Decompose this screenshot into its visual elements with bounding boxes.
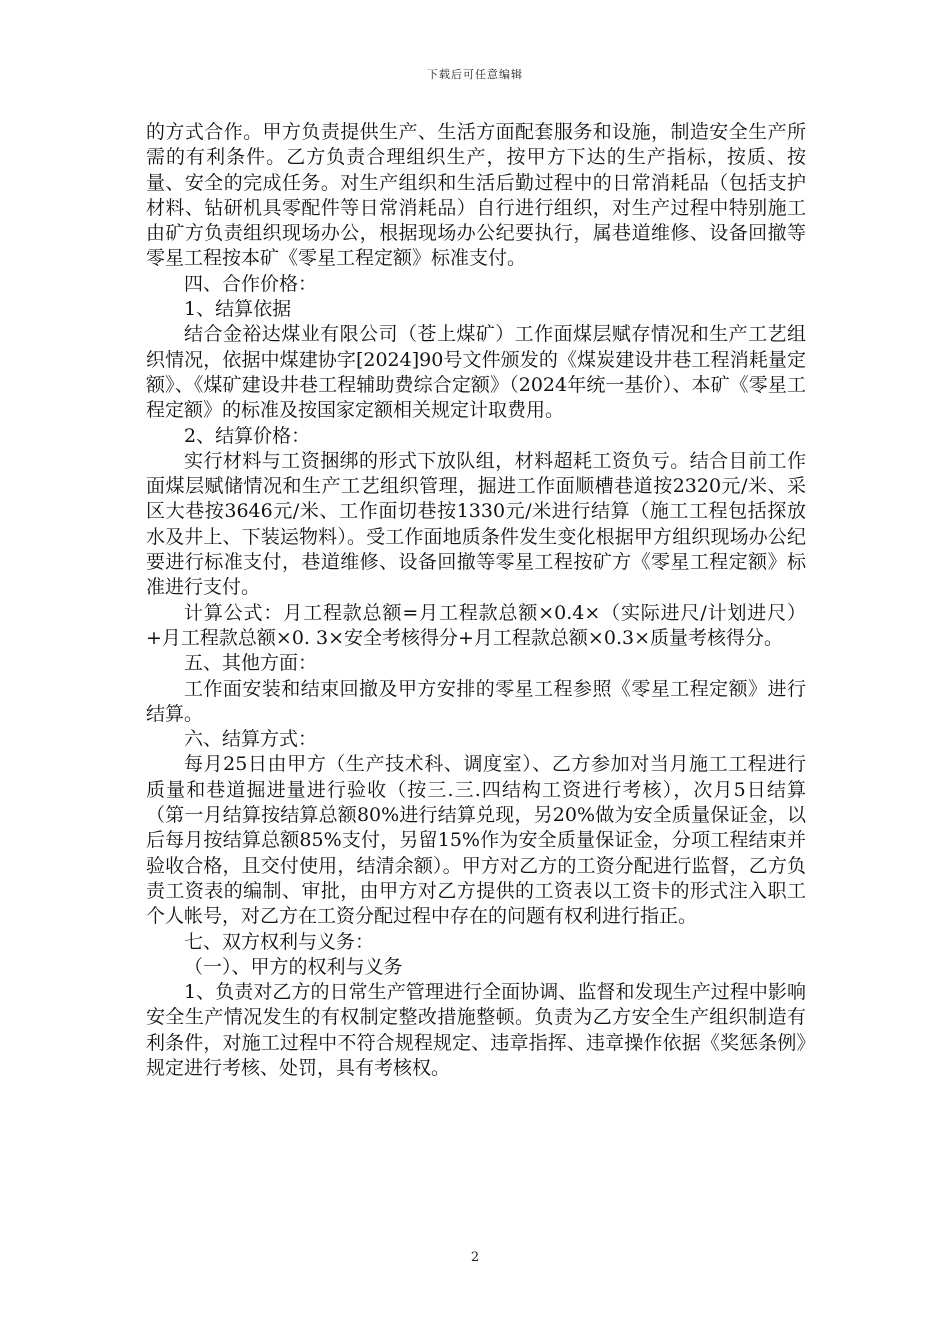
paragraph-settlement-basis: 结合金裕达煤业有限公司（苍上煤矿）工作面煤层赋存情况和生产工艺组织情况，依据中煤建协字[2024]90号文件颁发的《煤炭建设井巷工程消耗量定额》、《煤矿建设井巷工程辅助费综合定额》（2024年统一基价）、本矿《零星工程定额》的标准及按国家定额相关规定计取费用。 (146, 323, 806, 422)
paragraph-party-a-rights: 1、负责对乙方的日常生产管理进行全面协调、监督和发现生产过程中影响安全生产情况发生的有权制定整改措施整顿。负责为乙方安全生产组织制造有利条件，对施工过程中不符合规程规定、违章指挥、违章操作依据《奖惩条例》规定进行考核、处罚，具有考核权。 (146, 981, 806, 1079)
document-body (146, 120, 806, 1081)
paragraph-formula: 计算公式：月工程款总额=月工程款总额×0.4×（实际进尺/计划进尺）+月工程款总额×0. 3×安全考核得分+月工程款总额×0.3×质量考核得分。 (146, 601, 806, 649)
paragraph-other: 工作面安装和结束回撤及甲方安排的零星工程参照《零星工程定额》进行结算。 (146, 677, 806, 725)
subheading-settlement-basis: 1、结算依据 (184, 298, 292, 321)
section-heading-price: 四、合作价格： (184, 272, 318, 295)
subheading-settlement-price: 2、结算价格： (184, 424, 311, 447)
paragraph-settlement-method: 每月25日由甲方（生产技术科、调度室）、乙方参加对当月施工工程进行质量和巷道掘进量进行验收（按三.三.四结构工资进行考核），次月5日结算（第一月结算按结算总额80%进行结算兑现，另20%做为安全质量保证金，以后每月按结算总额85%支付，另留15%作为安全质量保证金，分项工程结束并验收合格，且交付使用，结清余额）。甲方对乙方的工资分配进行监督，乙方负责工资表的编制、审批，由甲方对乙方提供的工资表以工资卡的形式注入职工个人帐号，对乙方在工资分配过程中存在的问题有权利进行指正。 (146, 753, 806, 928)
page-header: 下载后可任意编辑 (427, 68, 523, 81)
section-heading-settlement-method: 六、结算方式： (184, 728, 318, 751)
subheading-party-a-rights: （一）、甲方的权利与义务 (184, 955, 403, 978)
paragraph-cooperation-method: 的方式合作。甲方负责提供生产、生活方面配套服务和设施，制造安全生产所需的有利条件。乙方负责合理组织生产，按甲方下达的生产指标，按质、按量、安全的完成任务。对生产组织和生活后勤过程中的日常消耗品（包括支护材料、钻研机具零配件等日常消耗品）自行进行组织，对生产过程中特别施工由矿方负责组织现场办公，根据现场办公纪要执行，属巷道维修、设备回撤等零星工程按本矿《零星工程定额》标准支付。 (146, 121, 806, 270)
page-number: 2 (470, 1250, 480, 1265)
section-heading-other: 五、其他方面： (184, 652, 318, 675)
section-heading-rights: 七、双方权利与义务： (184, 930, 375, 953)
paragraph-settlement-price: 实行材料与工资捆绑的形式下放队组，材料超耗工资负亏。结合目前工作面煤层赋储情况和生产工艺组织管理，掘进工作面顺槽巷道按2320元/米、采区大巷按3646元/米、工作面切巷按1330元/米进行结算（施工工程包括探放水及井上、下装运物料）。受工作面地质条件发生变化根据甲方组织现场办公纪要进行标准支付，巷道维修、设备回撤等零星工程按矿方《零星工程定额》标准进行支付。 (146, 449, 806, 599)
